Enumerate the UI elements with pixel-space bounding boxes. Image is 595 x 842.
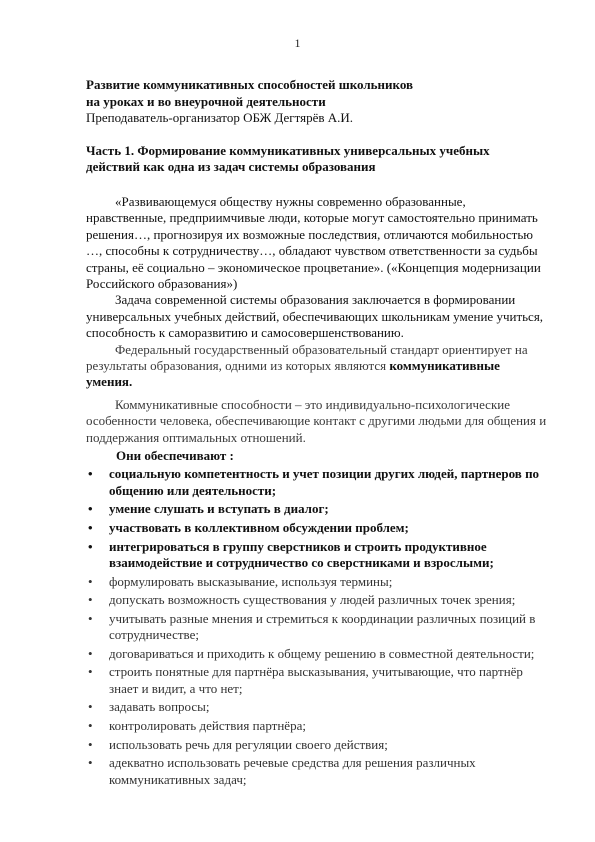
list-item [86, 592, 548, 608]
paragraph-abilities: Коммуникативные способности – это индивидуально-психологические особенности человека, обеспечивающие контакт с другими людьми для общения и поддержания оптимальных отношений. [86, 396, 547, 445]
list-item-text: контролировать действия партнёра; [109, 718, 306, 734]
list-item [86, 737, 548, 753]
document-author: Преподаватель-организатор ОБЖ Дегтярёв А.И. [86, 110, 354, 126]
list-item-text: умение слушать и вступать в диалог; [109, 501, 329, 517]
list-item [86, 664, 548, 697]
list-item [86, 755, 548, 788]
paragraph-task: Задача современной системы образования заключается в формировании универсальных учебных действий, обеспечивающих школьникам умение учиться, способность к саморазвитию и самосовершенствованию. [86, 292, 544, 341]
list-intro: Они обеспечивают : [116, 448, 234, 464]
bullet-icon: • [88, 573, 93, 589]
list-item-text: интегрироваться в группу сверстников и строить продуктивное взаимодействие и сотрудничество со сверстниками и взрослыми; [109, 538, 494, 571]
bullet-icon: • [88, 755, 93, 771]
bullet-icon: • [88, 501, 93, 517]
bullet-icon: • [88, 520, 93, 536]
section-heading-line-1: Часть 1. Формирование коммуникативных универсальных учебных [86, 142, 490, 158]
bullet-icon: • [88, 718, 93, 734]
bullet-icon: • [88, 538, 93, 554]
list-item-text: формулировать высказывание, используя термины; [109, 573, 393, 589]
section-heading [86, 143, 548, 176]
list-item [86, 520, 548, 536]
document-title-line-1: Развитие коммуникативных способностей школьников [86, 77, 414, 92]
bullet-icon: • [88, 699, 93, 715]
paragraph-standard-emphasis: коммуникативные умения. [86, 358, 500, 390]
list-item [86, 646, 548, 662]
document-title-line-2: на уроках и во внеурочной деятельности [86, 93, 326, 109]
list-item [86, 574, 548, 590]
paragraph-standard-text: Федеральный государственный образовательный стандарт ориентирует на результаты образования, одними из которых являются [86, 341, 528, 374]
list-item-text: строить понятные для партнёра высказывания, учитывающие, что партнёр знает и видит, а что нет; [109, 664, 523, 696]
list-item-text: использовать речь для регуляции своего действия; [109, 736, 388, 752]
list-item [86, 699, 548, 715]
list-item [86, 611, 548, 644]
bullet-icon: • [88, 466, 93, 482]
page-number: 1 [294, 36, 301, 50]
paragraph-standard [86, 342, 548, 391]
bullet-list [86, 466, 548, 788]
bullet-icon: • [88, 610, 93, 626]
list-item [86, 718, 548, 734]
list-item-text: социальную компетентность и учет позиции других людей, партнеров по общению или деятельности; [109, 466, 540, 498]
section-heading-line-2: действий как одна из задач системы образования [86, 159, 376, 175]
document-body [86, 77, 548, 790]
epigraph-quote: «Развивающемуся обществу нужны современно образованные, нравственные, предприимчивые люди, которые могут самостоятельно принимать решения…, прогнозируя их возможные последствия, отличаются мобильностью …, способны к сотрудничеству…, обладают чувством ответственности за судьбы страны, её социально – экономическое процветание». («Концепция модернизации Российского образования») [86, 193, 541, 291]
list-item-text: учитывать разные мнения и стремиться к координации различных позиций в сотрудничестве; [109, 610, 536, 643]
list-item-text: участвовать в коллективном обсуждении проблем; [109, 520, 409, 536]
list-item [86, 501, 548, 517]
list-item-text: договариваться и приходить к общему решению в совместной деятельности; [109, 645, 535, 661]
list-item [86, 539, 548, 572]
list-item [86, 466, 548, 499]
bullet-icon: • [88, 736, 93, 752]
bullet-icon: • [88, 592, 93, 608]
bullet-icon: • [88, 664, 93, 680]
list-item-text: задавать вопросы; [109, 699, 210, 715]
list-item-text: допускать возможность существования у людей различных точек зрения; [109, 592, 516, 608]
list-item-text: адекватно использовать речевые средства для решения различных коммуникативных задач; [109, 755, 476, 787]
bullet-icon: • [88, 645, 93, 661]
